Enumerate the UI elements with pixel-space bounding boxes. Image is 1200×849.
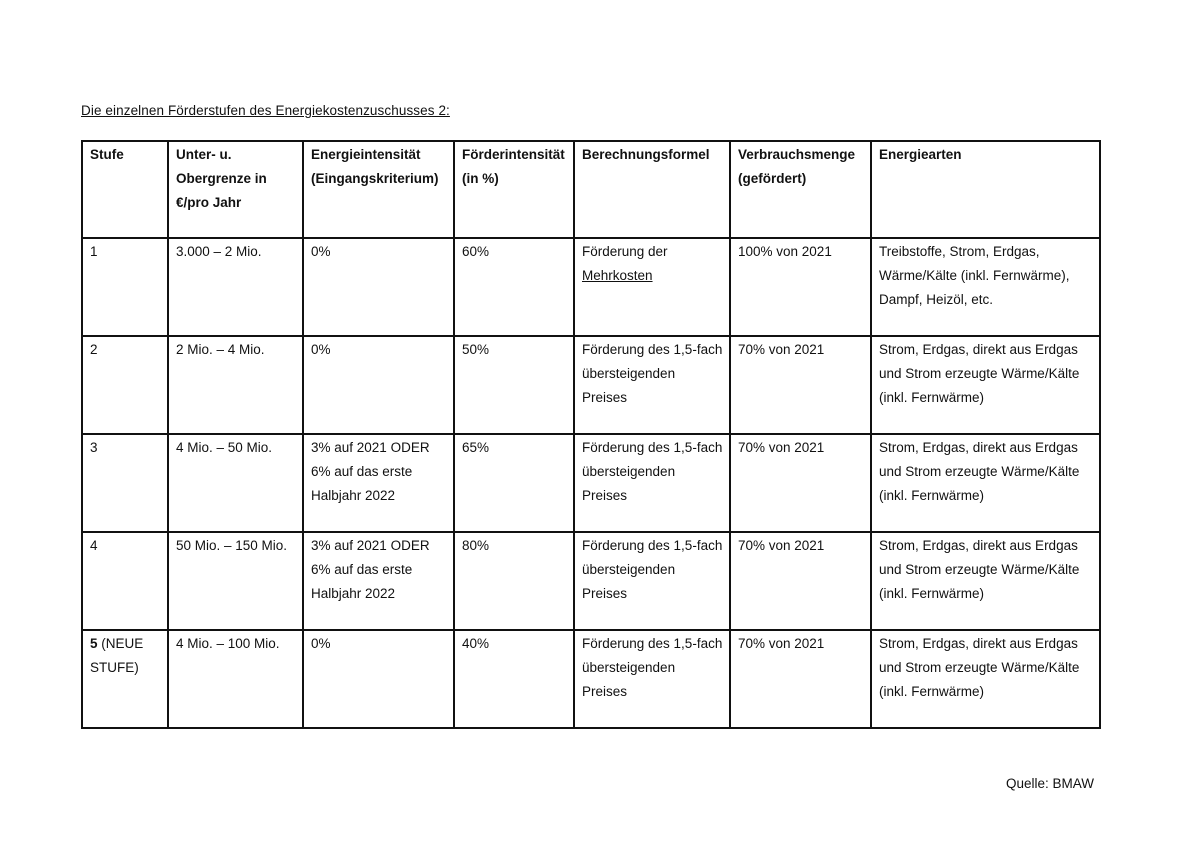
cell-stufe: 1: [82, 238, 168, 336]
cell-energiearten: Strom, Erdgas, direkt aus Erdgas und Strom erzeugte Wärme/Kälte (inkl. Fernwärme): [871, 532, 1100, 630]
header-foerderintensitaet: Förderintensität (in %): [454, 141, 574, 238]
cell-energieintensitaet: 0%: [303, 630, 454, 728]
table-row: [82, 630, 1100, 728]
cell-energieintensitaet: 0%: [303, 238, 454, 336]
cell-stufe: [82, 630, 168, 728]
page-title: Die einzelnen Förderstufen des Energiekostenzuschusses 2:: [81, 103, 450, 118]
table-row: [82, 336, 1100, 434]
cell-grenzen: 50 Mio. – 150 Mio.: [168, 532, 303, 630]
cell-grenzen: 2 Mio. – 4 Mio.: [168, 336, 303, 434]
cell-formel: [574, 238, 730, 336]
neue-stufe-label: (NEUE STUFE): [90, 636, 144, 675]
foerderstufen-table: [81, 140, 1101, 729]
cell-formel: Förderung des 1,5-fach übersteigenden Preises: [574, 434, 730, 532]
cell-foerderintensitaet: 60%: [454, 238, 574, 336]
cell-energiearten: Treibstoffe, Strom, Erdgas, Wärme/Kälte (inkl. Fernwärme), Dampf, Heizöl, etc.: [871, 238, 1100, 336]
cell-foerderintensitaet: 50%: [454, 336, 574, 434]
cell-foerderintensitaet: 80%: [454, 532, 574, 630]
header-energieintensitaet: Energieintensität (Eingangskriterium): [303, 141, 454, 238]
header-berechnungsformel: Berechnungsformel: [574, 141, 730, 238]
cell-foerderintensitaet: 65%: [454, 434, 574, 532]
cell-formel: Förderung des 1,5-fach übersteigenden Preises: [574, 336, 730, 434]
cell-energiearten: Strom, Erdgas, direkt aus Erdgas und Strom erzeugte Wärme/Kälte (inkl. Fernwärme): [871, 336, 1100, 434]
cell-verbrauch: 70% von 2021: [730, 532, 871, 630]
source-note: Quelle: BMAW: [1005, 776, 1094, 791]
cell-energiearten: Strom, Erdgas, direkt aus Erdgas und Strom erzeugte Wärme/Kälte (inkl. Fernwärme): [871, 630, 1100, 728]
stufe-number: 5: [90, 636, 98, 651]
cell-energiearten: Strom, Erdgas, direkt aus Erdgas und Strom erzeugte Wärme/Kälte (inkl. Fernwärme): [871, 434, 1100, 532]
cell-verbrauch: 100% von 2021: [730, 238, 871, 336]
header-energiearten: Energiearten: [871, 141, 1100, 238]
cell-formel: Förderung des 1,5-fach übersteigenden Preises: [574, 532, 730, 630]
table-row: [82, 532, 1100, 630]
cell-stufe: 2: [82, 336, 168, 434]
table-header-row: [82, 141, 1100, 238]
cell-energieintensitaet: 3% auf 2021 ODER 6% auf das erste Halbjahr 2022: [303, 532, 454, 630]
cell-grenzen: 4 Mio. – 100 Mio.: [168, 630, 303, 728]
cell-foerderintensitaet: 40%: [454, 630, 574, 728]
cell-grenzen: 3.000 – 2 Mio.: [168, 238, 303, 336]
formel-text: Förderung der: [582, 244, 668, 259]
cell-grenzen: 4 Mio. – 50 Mio.: [168, 434, 303, 532]
cell-energieintensitaet: 3% auf 2021 ODER 6% auf das erste Halbjahr 2022: [303, 434, 454, 532]
table-row: [82, 434, 1100, 532]
cell-energieintensitaet: 0%: [303, 336, 454, 434]
cell-verbrauch: 70% von 2021: [730, 630, 871, 728]
cell-formel: Förderung des 1,5-fach übersteigenden Preises: [574, 630, 730, 728]
cell-verbrauch: 70% von 2021: [730, 336, 871, 434]
cell-stufe: 3: [82, 434, 168, 532]
cell-verbrauch: 70% von 2021: [730, 434, 871, 532]
table-row: [82, 238, 1100, 336]
mehrkosten-text: Mehrkosten: [582, 268, 653, 283]
header-grenzen: Unter- u. Obergrenze in €/pro Jahr: [168, 141, 303, 238]
cell-stufe: 4: [82, 532, 168, 630]
header-stufe: Stufe: [82, 141, 168, 238]
header-verbrauchsmenge: Verbrauchsmenge (gefördert): [730, 141, 871, 238]
